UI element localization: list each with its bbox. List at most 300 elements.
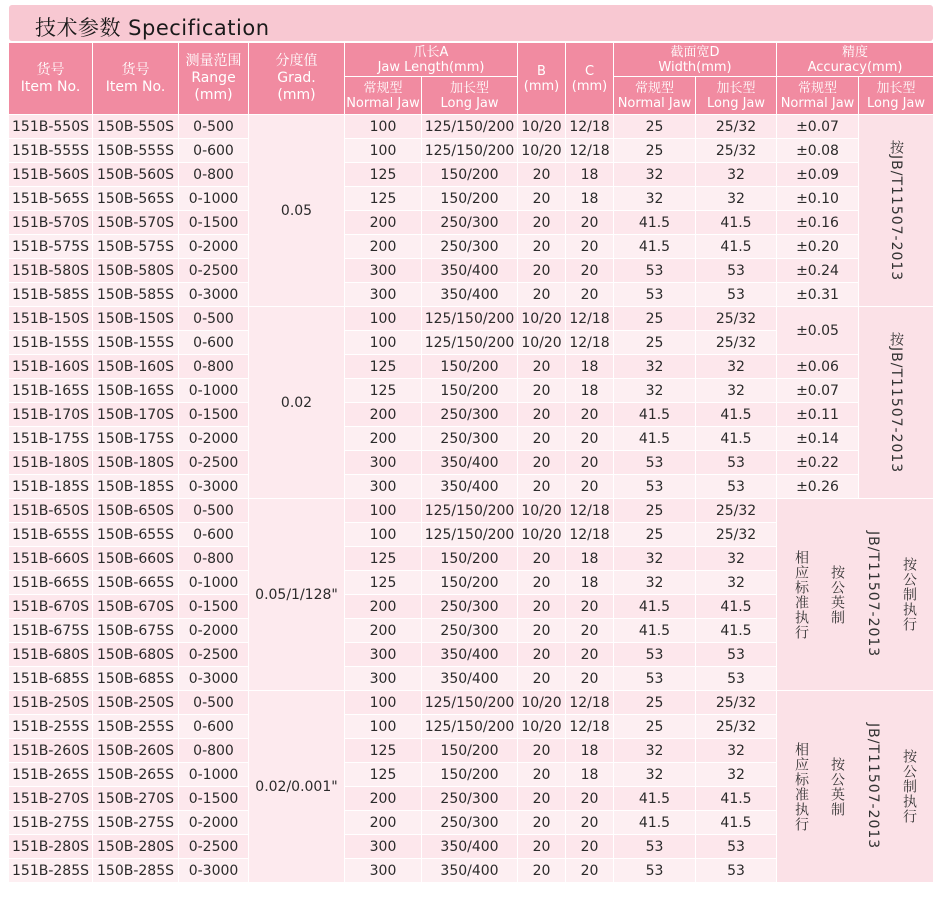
standard-note-line: 相应标准执行 bbox=[793, 549, 810, 640]
width-long-cell: 53 bbox=[696, 859, 777, 883]
table-row bbox=[9, 691, 934, 715]
table-row bbox=[9, 259, 934, 283]
item-no-2: 150B-675S bbox=[93, 619, 179, 643]
jaw-long-cell: 250/300 bbox=[422, 427, 518, 451]
standard-note bbox=[859, 307, 934, 499]
accuracy-cell: ±0.06 bbox=[777, 355, 859, 379]
c-cell: 20 bbox=[566, 259, 614, 283]
jaw-normal-cell: 100 bbox=[345, 523, 422, 547]
standard-note-line: 按公英制 bbox=[829, 756, 846, 817]
item-no-2: 150B-185S bbox=[93, 475, 179, 499]
width-long-cell: 41.5 bbox=[696, 811, 777, 835]
jaw-long-cell: 125/150/200 bbox=[422, 115, 518, 139]
b-cell: 20 bbox=[518, 763, 566, 787]
c-cell: 20 bbox=[566, 835, 614, 859]
jaw-long-cell: 350/400 bbox=[422, 259, 518, 283]
header-item1: 货号 Item No. bbox=[9, 43, 93, 115]
b-cell: 20 bbox=[518, 547, 566, 571]
width-normal-cell: 41.5 bbox=[614, 811, 696, 835]
jaw-long-cell: 125/150/200 bbox=[422, 307, 518, 331]
width-normal-cell: 41.5 bbox=[614, 619, 696, 643]
width-normal-cell: 32 bbox=[614, 547, 696, 571]
header-grad: 分度值 Grad. (mm) bbox=[249, 43, 345, 115]
range-cell: 0-500 bbox=[179, 691, 249, 715]
b-cell: 20 bbox=[518, 427, 566, 451]
accuracy-cell: ±0.11 bbox=[777, 403, 859, 427]
header-range: 测量范围 Range (mm) bbox=[179, 43, 249, 115]
header-width-normal: 常规型 Normal Jaw bbox=[614, 77, 696, 115]
item-no-1: 151B-650S bbox=[9, 499, 93, 523]
item-no-2: 150B-580S bbox=[93, 259, 179, 283]
item-no-1: 151B-680S bbox=[9, 643, 93, 667]
c-cell: 18 bbox=[566, 571, 614, 595]
range-cell: 0-1000 bbox=[179, 763, 249, 787]
range-cell: 0-2500 bbox=[179, 451, 249, 475]
item-no-1: 151B-280S bbox=[9, 835, 93, 859]
c-cell: 20 bbox=[566, 403, 614, 427]
item-no-1: 151B-675S bbox=[9, 619, 93, 643]
range-cell: 0-600 bbox=[179, 331, 249, 355]
item-no-2: 150B-265S bbox=[93, 763, 179, 787]
item-no-2: 150B-660S bbox=[93, 547, 179, 571]
c-cell: 20 bbox=[566, 667, 614, 691]
range-cell: 0-500 bbox=[179, 307, 249, 331]
jaw-long-cell: 125/150/200 bbox=[422, 715, 518, 739]
item-no-1: 151B-250S bbox=[9, 691, 93, 715]
item-no-1: 151B-175S bbox=[9, 427, 93, 451]
jaw-normal-cell: 100 bbox=[345, 115, 422, 139]
range-cell: 0-1000 bbox=[179, 187, 249, 211]
range-cell: 0-600 bbox=[179, 715, 249, 739]
item-no-2: 150B-285S bbox=[93, 859, 179, 883]
item-no-2: 150B-255S bbox=[93, 715, 179, 739]
table-row bbox=[9, 355, 934, 379]
accuracy-cell: ±0.05 bbox=[777, 307, 859, 355]
table-row bbox=[9, 307, 934, 331]
jaw-long-cell: 350/400 bbox=[422, 643, 518, 667]
b-cell: 20 bbox=[518, 859, 566, 883]
c-cell: 20 bbox=[566, 811, 614, 835]
item-no-1: 151B-555S bbox=[9, 139, 93, 163]
width-normal-cell: 41.5 bbox=[614, 595, 696, 619]
jaw-normal-cell: 300 bbox=[345, 667, 422, 691]
jaw-normal-cell: 125 bbox=[345, 739, 422, 763]
b-cell: 20 bbox=[518, 643, 566, 667]
jaw-long-cell: 150/200 bbox=[422, 763, 518, 787]
jaw-long-cell: 150/200 bbox=[422, 571, 518, 595]
c-cell: 18 bbox=[566, 547, 614, 571]
jaw-long-cell: 150/200 bbox=[422, 379, 518, 403]
item-no-1: 151B-170S bbox=[9, 403, 93, 427]
table-row bbox=[9, 139, 934, 163]
b-cell: 10/20 bbox=[518, 115, 566, 139]
width-normal-cell: 32 bbox=[614, 163, 696, 187]
item-no-1: 151B-275S bbox=[9, 811, 93, 835]
width-long-cell: 32 bbox=[696, 571, 777, 595]
c-cell: 12/18 bbox=[566, 523, 614, 547]
header-b: B (mm) bbox=[518, 43, 566, 115]
item-no-1: 151B-185S bbox=[9, 475, 93, 499]
width-long-cell: 25/32 bbox=[696, 139, 777, 163]
range-cell: 0-3000 bbox=[179, 667, 249, 691]
item-no-1: 151B-180S bbox=[9, 451, 93, 475]
jaw-long-cell: 350/400 bbox=[422, 859, 518, 883]
width-long-cell: 53 bbox=[696, 643, 777, 667]
range-cell: 0-3000 bbox=[179, 283, 249, 307]
range-cell: 0-2000 bbox=[179, 427, 249, 451]
item-no-2: 150B-685S bbox=[93, 667, 179, 691]
width-long-cell: 32 bbox=[696, 187, 777, 211]
range-cell: 0-1500 bbox=[179, 595, 249, 619]
b-cell: 10/20 bbox=[518, 715, 566, 739]
header-width-long: 加长型 Long Jaw bbox=[696, 77, 777, 115]
c-cell: 18 bbox=[566, 379, 614, 403]
header-width: 截面宽D Width(mm) bbox=[614, 43, 777, 77]
jaw-long-cell: 350/400 bbox=[422, 475, 518, 499]
standard-note-line: 按公英制 bbox=[829, 564, 846, 625]
range-cell: 0-3000 bbox=[179, 859, 249, 883]
accuracy-cell: ±0.07 bbox=[777, 379, 859, 403]
range-cell: 0-800 bbox=[179, 163, 249, 187]
item-no-2: 150B-555S bbox=[93, 139, 179, 163]
item-no-2: 150B-280S bbox=[93, 835, 179, 859]
width-long-cell: 41.5 bbox=[696, 787, 777, 811]
range-cell: 0-2000 bbox=[179, 811, 249, 835]
b-cell: 10/20 bbox=[518, 523, 566, 547]
jaw-normal-cell: 300 bbox=[345, 859, 422, 883]
range-cell: 0-800 bbox=[179, 739, 249, 763]
header-jaw-length: 爪长A Jaw Length(mm) bbox=[345, 43, 518, 77]
jaw-normal-cell: 300 bbox=[345, 283, 422, 307]
width-long-cell: 41.5 bbox=[696, 403, 777, 427]
jaw-long-cell: 250/300 bbox=[422, 811, 518, 835]
c-cell: 12/18 bbox=[566, 691, 614, 715]
b-cell: 10/20 bbox=[518, 499, 566, 523]
item-no-1: 151B-685S bbox=[9, 667, 93, 691]
jaw-normal-cell: 200 bbox=[345, 811, 422, 835]
table-body bbox=[9, 115, 934, 883]
c-cell: 12/18 bbox=[566, 307, 614, 331]
jaw-long-cell: 150/200 bbox=[422, 163, 518, 187]
range-cell: 0-1500 bbox=[179, 787, 249, 811]
b-cell: 20 bbox=[518, 451, 566, 475]
item-no-2: 150B-560S bbox=[93, 163, 179, 187]
accuracy-cell: ±0.10 bbox=[777, 187, 859, 211]
standard-note-line: JB/T11507-2013 bbox=[865, 531, 882, 658]
c-cell: 20 bbox=[566, 859, 614, 883]
standard-note bbox=[777, 691, 934, 883]
range-cell: 0-2000 bbox=[179, 619, 249, 643]
jaw-normal-cell: 200 bbox=[345, 595, 422, 619]
width-long-cell: 25/32 bbox=[696, 115, 777, 139]
item-no-1: 151B-255S bbox=[9, 715, 93, 739]
jaw-long-cell: 125/150/200 bbox=[422, 139, 518, 163]
jaw-long-cell: 125/150/200 bbox=[422, 331, 518, 355]
b-cell: 20 bbox=[518, 187, 566, 211]
c-cell: 20 bbox=[566, 595, 614, 619]
c-cell: 20 bbox=[566, 475, 614, 499]
header-item2: 货号 Item No. bbox=[93, 43, 179, 115]
range-cell: 0-3000 bbox=[179, 475, 249, 499]
jaw-normal-cell: 200 bbox=[345, 403, 422, 427]
item-no-2: 150B-180S bbox=[93, 451, 179, 475]
jaw-long-cell: 250/300 bbox=[422, 211, 518, 235]
b-cell: 20 bbox=[518, 667, 566, 691]
b-cell: 20 bbox=[518, 163, 566, 187]
width-normal-cell: 53 bbox=[614, 835, 696, 859]
standard-note bbox=[777, 499, 934, 691]
accuracy-cell: ±0.14 bbox=[777, 427, 859, 451]
jaw-long-cell: 150/200 bbox=[422, 739, 518, 763]
width-normal-cell: 25 bbox=[614, 331, 696, 355]
width-normal-cell: 25 bbox=[614, 115, 696, 139]
b-cell: 10/20 bbox=[518, 691, 566, 715]
jaw-normal-cell: 125 bbox=[345, 571, 422, 595]
jaw-normal-cell: 125 bbox=[345, 763, 422, 787]
width-normal-cell: 53 bbox=[614, 643, 696, 667]
item-no-2: 150B-585S bbox=[93, 283, 179, 307]
width-long-cell: 41.5 bbox=[696, 619, 777, 643]
item-no-1: 151B-570S bbox=[9, 211, 93, 235]
width-long-cell: 53 bbox=[696, 475, 777, 499]
grad-cell: 0.05 bbox=[249, 115, 345, 307]
c-cell: 12/18 bbox=[566, 331, 614, 355]
range-cell: 0-1000 bbox=[179, 571, 249, 595]
item-no-2: 150B-170S bbox=[93, 403, 179, 427]
jaw-normal-cell: 125 bbox=[345, 163, 422, 187]
accuracy-cell: ±0.22 bbox=[777, 451, 859, 475]
header-c: C (mm) bbox=[566, 43, 614, 115]
range-cell: 0-600 bbox=[179, 139, 249, 163]
b-cell: 20 bbox=[518, 811, 566, 835]
width-normal-cell: 25 bbox=[614, 139, 696, 163]
table-header bbox=[9, 43, 934, 115]
table-row bbox=[9, 379, 934, 403]
item-no-1: 151B-265S bbox=[9, 763, 93, 787]
b-cell: 10/20 bbox=[518, 307, 566, 331]
width-long-cell: 32 bbox=[696, 739, 777, 763]
header-jaw-long: 加长型 Long Jaw bbox=[422, 77, 518, 115]
jaw-normal-cell: 125 bbox=[345, 379, 422, 403]
standard-note-line: 按公制执行 bbox=[901, 749, 918, 824]
jaw-normal-cell: 100 bbox=[345, 715, 422, 739]
header-acc-long: 加长型 Long Jaw bbox=[859, 77, 934, 115]
accuracy-cell: ±0.16 bbox=[777, 211, 859, 235]
range-cell: 0-800 bbox=[179, 355, 249, 379]
width-normal-cell: 25 bbox=[614, 499, 696, 523]
item-no-2: 150B-160S bbox=[93, 355, 179, 379]
b-cell: 20 bbox=[518, 571, 566, 595]
header-accuracy: 精度 Accuracy(mm) bbox=[777, 43, 934, 77]
b-cell: 20 bbox=[518, 283, 566, 307]
jaw-long-cell: 250/300 bbox=[422, 235, 518, 259]
jaw-long-cell: 150/200 bbox=[422, 187, 518, 211]
item-no-2: 150B-665S bbox=[93, 571, 179, 595]
b-cell: 20 bbox=[518, 403, 566, 427]
item-no-2: 150B-570S bbox=[93, 211, 179, 235]
item-no-1: 151B-575S bbox=[9, 235, 93, 259]
spec-table bbox=[9, 43, 934, 883]
item-no-1: 151B-580S bbox=[9, 259, 93, 283]
width-long-cell: 25/32 bbox=[696, 499, 777, 523]
range-cell: 0-1000 bbox=[179, 379, 249, 403]
accuracy-cell: ±0.07 bbox=[777, 115, 859, 139]
c-cell: 20 bbox=[566, 235, 614, 259]
table-row bbox=[9, 235, 934, 259]
jaw-long-cell: 125/150/200 bbox=[422, 691, 518, 715]
c-cell: 20 bbox=[566, 427, 614, 451]
table-row bbox=[9, 163, 934, 187]
item-no-1: 151B-155S bbox=[9, 331, 93, 355]
table-row bbox=[9, 499, 934, 523]
c-cell: 20 bbox=[566, 787, 614, 811]
table-row bbox=[9, 283, 934, 307]
standard-note-line: 相应标准执行 bbox=[793, 741, 810, 832]
jaw-normal-cell: 125 bbox=[345, 355, 422, 379]
width-normal-cell: 32 bbox=[614, 763, 696, 787]
item-no-2: 150B-565S bbox=[93, 187, 179, 211]
b-cell: 20 bbox=[518, 259, 566, 283]
range-cell: 0-1500 bbox=[179, 403, 249, 427]
table-row bbox=[9, 403, 934, 427]
item-no-1: 151B-655S bbox=[9, 523, 93, 547]
width-long-cell: 32 bbox=[696, 355, 777, 379]
width-normal-cell: 25 bbox=[614, 523, 696, 547]
range-cell: 0-800 bbox=[179, 547, 249, 571]
item-no-2: 150B-270S bbox=[93, 787, 179, 811]
item-no-2: 150B-250S bbox=[93, 691, 179, 715]
b-cell: 20 bbox=[518, 235, 566, 259]
table-row bbox=[9, 451, 934, 475]
jaw-long-cell: 150/200 bbox=[422, 355, 518, 379]
item-no-2: 150B-150S bbox=[93, 307, 179, 331]
page-title: 技术参数 Specification bbox=[35, 16, 270, 40]
item-no-1: 151B-260S bbox=[9, 739, 93, 763]
jaw-long-cell: 250/300 bbox=[422, 619, 518, 643]
item-no-2: 150B-175S bbox=[93, 427, 179, 451]
jaw-normal-cell: 200 bbox=[345, 235, 422, 259]
item-no-1: 151B-270S bbox=[9, 787, 93, 811]
grad-cell: 0.05/1/128" bbox=[249, 499, 345, 691]
b-cell: 20 bbox=[518, 835, 566, 859]
item-no-1: 151B-160S bbox=[9, 355, 93, 379]
width-long-cell: 53 bbox=[696, 283, 777, 307]
width-long-cell: 53 bbox=[696, 451, 777, 475]
c-cell: 18 bbox=[566, 763, 614, 787]
width-long-cell: 41.5 bbox=[696, 211, 777, 235]
item-no-1: 151B-670S bbox=[9, 595, 93, 619]
width-long-cell: 25/32 bbox=[696, 307, 777, 331]
jaw-normal-cell: 200 bbox=[345, 787, 422, 811]
grad-cell: 0.02 bbox=[249, 307, 345, 499]
accuracy-cell: ±0.26 bbox=[777, 475, 859, 499]
b-cell: 20 bbox=[518, 787, 566, 811]
jaw-normal-cell: 100 bbox=[345, 691, 422, 715]
table-row bbox=[9, 211, 934, 235]
item-no-1: 151B-560S bbox=[9, 163, 93, 187]
jaw-normal-cell: 300 bbox=[345, 475, 422, 499]
c-cell: 18 bbox=[566, 739, 614, 763]
c-cell: 12/18 bbox=[566, 139, 614, 163]
range-cell: 0-500 bbox=[179, 115, 249, 139]
width-normal-cell: 32 bbox=[614, 187, 696, 211]
width-normal-cell: 32 bbox=[614, 571, 696, 595]
b-cell: 20 bbox=[518, 355, 566, 379]
c-cell: 20 bbox=[566, 283, 614, 307]
c-cell: 18 bbox=[566, 163, 614, 187]
standard-note-line: JB/T11507-2013 bbox=[865, 723, 882, 850]
range-cell: 0-600 bbox=[179, 523, 249, 547]
width-long-cell: 25/32 bbox=[696, 715, 777, 739]
jaw-normal-cell: 100 bbox=[345, 499, 422, 523]
b-cell: 20 bbox=[518, 379, 566, 403]
jaw-long-cell: 250/300 bbox=[422, 787, 518, 811]
width-normal-cell: 25 bbox=[614, 715, 696, 739]
jaw-normal-cell: 300 bbox=[345, 643, 422, 667]
jaw-long-cell: 350/400 bbox=[422, 451, 518, 475]
width-normal-cell: 32 bbox=[614, 379, 696, 403]
table-row bbox=[9, 187, 934, 211]
width-long-cell: 41.5 bbox=[696, 595, 777, 619]
width-normal-cell: 25 bbox=[614, 691, 696, 715]
c-cell: 20 bbox=[566, 643, 614, 667]
jaw-normal-cell: 200 bbox=[345, 427, 422, 451]
width-normal-cell: 53 bbox=[614, 259, 696, 283]
jaw-long-cell: 350/400 bbox=[422, 667, 518, 691]
width-long-cell: 32 bbox=[696, 379, 777, 403]
b-cell: 20 bbox=[518, 739, 566, 763]
item-no-1: 151B-665S bbox=[9, 571, 93, 595]
jaw-normal-cell: 100 bbox=[345, 139, 422, 163]
width-long-cell: 25/32 bbox=[696, 691, 777, 715]
jaw-normal-cell: 200 bbox=[345, 619, 422, 643]
width-normal-cell: 41.5 bbox=[614, 235, 696, 259]
c-cell: 12/18 bbox=[566, 715, 614, 739]
item-no-1: 151B-550S bbox=[9, 115, 93, 139]
jaw-normal-cell: 125 bbox=[345, 187, 422, 211]
standard-note-line: 按公制执行 bbox=[901, 557, 918, 632]
width-long-cell: 41.5 bbox=[696, 427, 777, 451]
accuracy-cell: ±0.20 bbox=[777, 235, 859, 259]
grad-cell: 0.02/0.001" bbox=[249, 691, 345, 883]
b-cell: 20 bbox=[518, 595, 566, 619]
accuracy-cell: ±0.24 bbox=[777, 259, 859, 283]
width-normal-cell: 41.5 bbox=[614, 427, 696, 451]
jaw-long-cell: 125/150/200 bbox=[422, 523, 518, 547]
b-cell: 20 bbox=[518, 211, 566, 235]
item-no-1: 151B-150S bbox=[9, 307, 93, 331]
range-cell: 0-2500 bbox=[179, 835, 249, 859]
item-no-2: 150B-260S bbox=[93, 739, 179, 763]
range-cell: 0-2500 bbox=[179, 259, 249, 283]
accuracy-cell: ±0.31 bbox=[777, 283, 859, 307]
width-normal-cell: 41.5 bbox=[614, 403, 696, 427]
b-cell: 20 bbox=[518, 475, 566, 499]
width-normal-cell: 32 bbox=[614, 355, 696, 379]
range-cell: 0-2500 bbox=[179, 643, 249, 667]
item-no-1: 151B-285S bbox=[9, 859, 93, 883]
range-cell: 0-500 bbox=[179, 499, 249, 523]
jaw-normal-cell: 300 bbox=[345, 835, 422, 859]
jaw-normal-cell: 300 bbox=[345, 451, 422, 475]
jaw-long-cell: 125/150/200 bbox=[422, 499, 518, 523]
standard-note-line: 按JB/T11507-2013 bbox=[888, 139, 905, 282]
width-long-cell: 32 bbox=[696, 163, 777, 187]
c-cell: 18 bbox=[566, 187, 614, 211]
c-cell: 12/18 bbox=[566, 499, 614, 523]
width-long-cell: 53 bbox=[696, 835, 777, 859]
c-cell: 20 bbox=[566, 619, 614, 643]
